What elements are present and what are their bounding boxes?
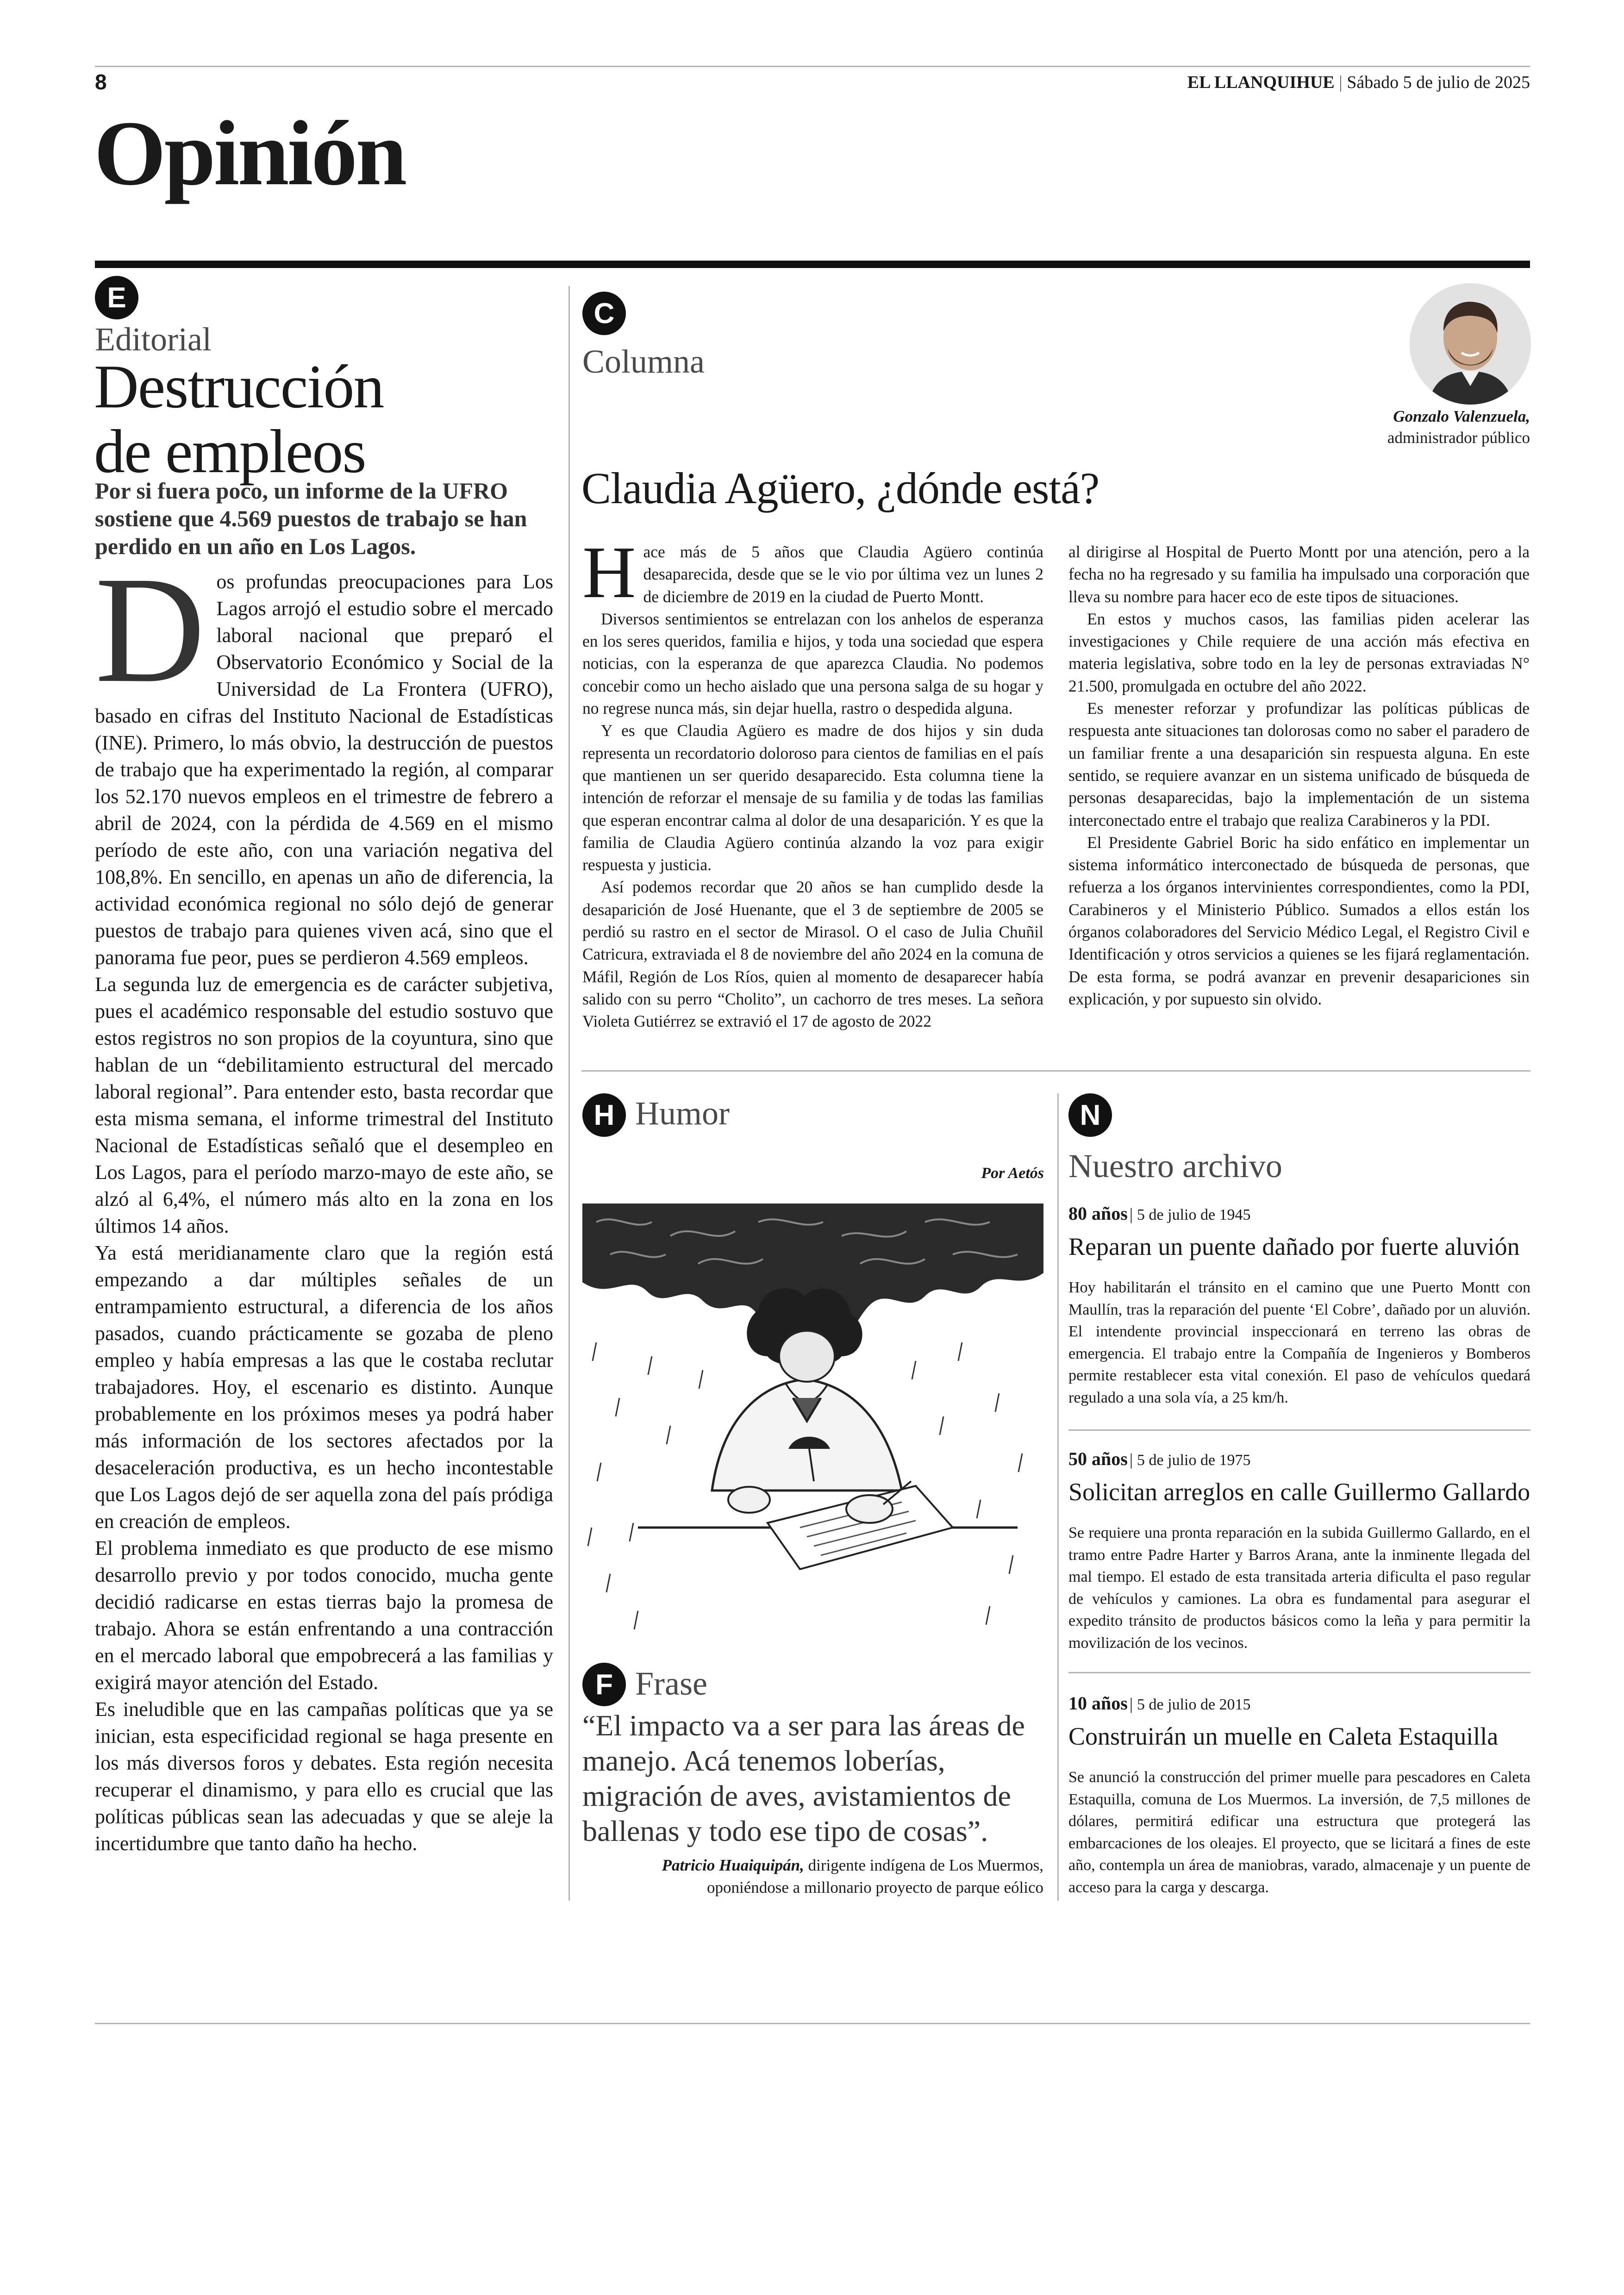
archive-item-1-text: Hoy habilitarán el tránsito en el camino que une Puerto Montt con Maullín, tras la reparación del puente ‘El Cobre’, dañado por un aluvión. El intendente provincial inspeccionará en terreno las obras de emergencia. El trabajo entre la Compañía de Ingenieros y Bomberos permite restablecer esta vital conexión. El paso de vehículos quedará regulado a una sola vía, a 25 km/h. [1068,1279,1530,1406]
archive-rule-1 [1068,1429,1530,1431]
column-bottom-rule [581,1070,1530,1072]
column-paragraph-5: al dirigirse al Hospital de Puerto Montt por una atención, pero a la fecha no ha regresado y su familia ha impulsado una corporación que lleva su nombre para hacer eco de este tipos de situaciones. [1068,543,1530,606]
column-paragraph-8: El Presidente Gabriel Boric ha sido enfático en implementar un sistema informático interconectado de búsqueda de personas, que refuerza a los órganos intervinientes correspondientes, como la PDI, Carabineros y el Ministerio Público. Sumados a ellos están los órganos colaboradores del Servicio Médico Legal, el Registro Civil e Identificación y otros servicios a quienes se les fijará reglamentación. De esta forma, se podrá avanzar en prevenir desapariciones sin explicación, y por supuesto sin olvido. [1068,833,1530,1008]
archive-item-1-date: 5 de julio de 1945 [1137,1206,1251,1223]
column-paragraph-4: Así podemos recordar que 20 años se han cumplido desde la desaparición de José Huenante, que el 3 de septiembre de 2005 se perdió su rastro en el sector de Mirasol. O el caso de Julia Chuñil Catricura, extraviada el 8 de noviembre del año 2024 en la comuna de Máfil, Región de Los Ríos, quien al momento de desaparecer había salido con su perro “Cholito”, un cachorro de tres meses. La señora Violeta Gutiérrez se extravió el 17 de agosto de 2022 [582,878,1043,1031]
archive-item-2-headline: Solicitan arreglos en calle Guillermo Gallardo [1068,1478,1530,1506]
archive-item-3-headline: Construirán un muelle en Caleta Estaquilla [1068,1722,1499,1750]
editorial-title-line1: Destrucción [94,352,384,421]
column-badge: C [582,292,626,335]
author-photo [1410,283,1531,405]
frase-author: Patricio Huaiquipán, [662,1856,804,1874]
page-number: 8 [95,70,107,94]
column-paragraph-1: H ace más de 5 años que Claudia Agüero continúa desaparecida, desde que se le vio por última vez un lunes 2 de diciembre de 2019 en la ciudad de Puerto Montt. [582,531,1043,613]
humor-credit: Por Aetós [981,1165,1044,1182]
archive-item-2-meta [1068,1448,1251,1470]
editorial-dropcap: D [95,545,206,714]
frase-badge: F [582,1663,626,1706]
cartoon-svg [582,1204,1043,1634]
archive-item-2-years: 50 años [1068,1448,1128,1469]
archive-item-1-headline: Reparan un puente dañado por fuerte aluvión [1068,1233,1520,1260]
date-separator: | [1339,73,1347,92]
column-title: Claudia Agüero, ¿dónde está? [581,463,1099,513]
editorial-badge: E [95,276,138,319]
column-divider-left [568,286,570,1901]
footer-rule [95,2023,1530,2024]
archive-item-3-text: Se anunció la construcción del primer muelle para pescadores en Caleta Estaquilla, comuna de Los Muermos. La inversión, de 7,5 millones de dólares, permitirá edificar una estructura que protegerá las embarcaciones de los oleajes. El proyecto, que se licitará a fines de este año, contempla un área de maniobras, varado, almacenaje y un puente de acceso para la carga y descarga. [1068,1769,1530,1896]
frase-label: Frase [635,1665,707,1702]
archive-item-3-meta [1068,1692,1251,1714]
column-body-left [582,531,1043,1033]
archive-item-2-text: Se requiere una pronta reparación en la subida Guillermo Gallardo, en el tramo entre Padre Harter y Barros Arana, ante la inminente llegada del mal tiempo. El estado de esta transitada arteria dificulta el paso regular de vehículos y camiones. La obra es fundamental para asegurar el expedito tránsito de productos básicos como la leña y para permitir la movilización de los vecinos. [1068,1524,1530,1652]
issue-date: Sábado 5 de julio de 2025 [1347,73,1530,92]
column-label: Columna [582,343,705,380]
frase-attribution-line2: oponiéndose a millonario proyecto de parque eólico [707,1878,1043,1896]
column-paragraph-6: En estos y muchos casos, las familias piden acelerar las investigaciones y Chile requiere de una acción más efectiva en materia legislativa, sobre todo en la ley de personas extraviadas N° 21.500, promulgada en octubre del año 2022. [1068,609,1530,695]
archive-item-3-years: 10 años [1068,1693,1128,1714]
editorial-paragraph-1: D os profundas preocupaciones para Los Lagos arrojó el estudio sobre el mercado laboral nacional que preparó el Observatorio Económico y Social de la Universidad de La Frontera (UFRO), basado en cifras del Instituto Nacional de Estadísticas (INE). Primero, lo más obvio, la destrucción de puestos de trabajo que ha experimentado la región, al comparar los 52.170 nuevos empleos en el trimestre de febrero a abril de 2024, con la pérdida de 4.569 en el mismo período de este año, con una variación negativa del 108,8%. En sencillo, en apenas un año de diferencia, la actividad económica regional no sólo dejó de generar puestos de trabajo para quienes viven acá, sino que el panorama fue peor, pues se perdieron 4.569 empleos. [95,545,553,969]
archive-item-1-years: 80 años [1068,1203,1128,1224]
editorial-body [95,545,553,1857]
masthead-date [1187,72,1530,93]
editorial-paragraph-2: La segunda luz de emergencia es de carácter subjetiva, pues el académico responsable del estudio sostuvo que estos registros no son propios de la coyuntura, sino que hablan de un “debilitamiento estructural del mercado laboral regional”. Para entender esto, basta recordar que esta misma semana, el informe trimestral del Instituto Nacional de Estadísticas señaló que el desempleo en Los Lagos, para el período marzo-mayo de este año, se alzó al 6,4%, el número más alto en la zona en los últimos 14 años. [95,973,553,1237]
column-dropcap: H [582,531,636,613]
archive-item-3-date: 5 de julio de 2015 [1137,1696,1251,1713]
column-divider-right [1057,1093,1059,1901]
column-body-right [1068,541,1530,1010]
author-portrait-svg [1410,283,1531,405]
section-heavy-rule [95,261,1530,268]
archive-item-1-meta [1068,1203,1251,1224]
column-paragraph-7: Es menester reforzar y profundizar las políticas públicas de respuesta ante situaciones tan dolorosas como no saber el paradero de un familiar frente a una desaparición sin respuesta alguna. En este sentido, se requiere avanzar en un sistema unificado de búsqueda de personas desaparecidas, bajo la implementación de un sistema interconectado entre el trabajo que realiza Carabineros y la PDI. [1068,699,1530,829]
humor-label: Humor [635,1095,730,1132]
editorial-paragraph-4: El problema inmediato es que producto de ese mismo desarrollo previo y por todos conocido, mucha gente decidió radicarse en estas tierras bajo la promesa de trabajo. Ahora se están enfrentando a una contracción en el mercado laboral que empobrecerá a las familias y exigirá mayor atención del Estado. [95,1537,553,1694]
meta-separator: | [1129,1205,1137,1223]
archive-rule-2 [1068,1672,1530,1673]
newspaper-name: EL LLANQUIHUE [1187,73,1335,92]
frase-attribution-line1 [582,1854,1043,1877]
author-role: administrador público [1387,429,1530,447]
archive-item-2-date: 5 de julio de 1975 [1137,1452,1251,1469]
column-paragraph-3: Y es que Claudia Agüero es madre de dos hijos y sin duda representa un recordatorio doloroso para cientos de familias en el país que mantienen un ser querido desaparecido. Esta columna tiene la intención de reforzar el mensaje de su familia y de todas las familias que esperan encontrar calma al dolor de una desaparición. Y es que la familia de Claudia Agüero continúa alzando la voz para exigir respuesta y justicia. [582,721,1043,874]
author-name: Gonzalo Valenzuela, [1393,407,1530,425]
frase-quote: “El impacto va a ser para las áreas de manejo. Acá tenemos loberías, migración de aves, avistamientos de ballenas y todo ese tipo de cosas”. [582,1709,1025,1847]
editorial-lead: Por si fuera poco, un informe de la UFRO sostiene que 4.569 puestos de trabajo se han perdido en un año en Los Lagos. [95,478,527,559]
archive-label: Nuestro archivo [1068,1148,1282,1185]
column-paragraph-2: Diversos sentimientos se entrelazan con los anhelos de esperanza en los seres queridos, familia e hijos, y toda una sociedad que espera noticias, con la esperanza de que aparezca Claudia. No podemos concebir como un hecho aislado que una persona salga de su hogar y no regrese nunca más, sin dejar huella, rastro o despedida alguna. [582,609,1043,718]
frase-author-role: dirigente indígena de Los Muermos, [804,1856,1043,1874]
section-title: Opinión [94,102,406,205]
humor-badge: H [582,1093,626,1137]
cartoon-illustration [582,1204,1043,1634]
archive-badge: N [1068,1093,1112,1137]
meta-separator: | [1129,1450,1137,1469]
editorial-label: Editorial [95,321,212,358]
editorial-paragraph-3: Ya está meridianamente claro que la región está empezando a dar múltiples señales de un entrampamiento estructural, a diferencia de los años pasados, cuando prácticamente se gozaba de pleno empleo y había empresas a las que le costaba reclutar trabajadores. Hoy, el escenario es distinto. Aunque probablemente en los próximos meses ya podrá haber más información de los sectores afectados por la desaceleración productiva, es un hecho incontestable que Los Lagos dejó de ser aquella zona del país pródiga en creación de empleos. [95,1241,553,1533]
editorial-title [94,354,383,484]
editorial-paragraph-5: Es ineludible que en las campañas políticas que ya se inician, esta especificidad regional se haga presente en los más diversos foros y debates. Esta región necesita recuperar el dinamismo, y para ello es crucial que las políticas públicas sean las adecuadas y que se aleje la incertidumbre que tanto daño ha hecho. [95,1698,553,1855]
frase-attribution [582,1854,1043,1899]
editorial-title-line2: de empleos [94,417,366,486]
header-top-rule [95,66,1530,67]
meta-separator: | [1129,1695,1137,1713]
